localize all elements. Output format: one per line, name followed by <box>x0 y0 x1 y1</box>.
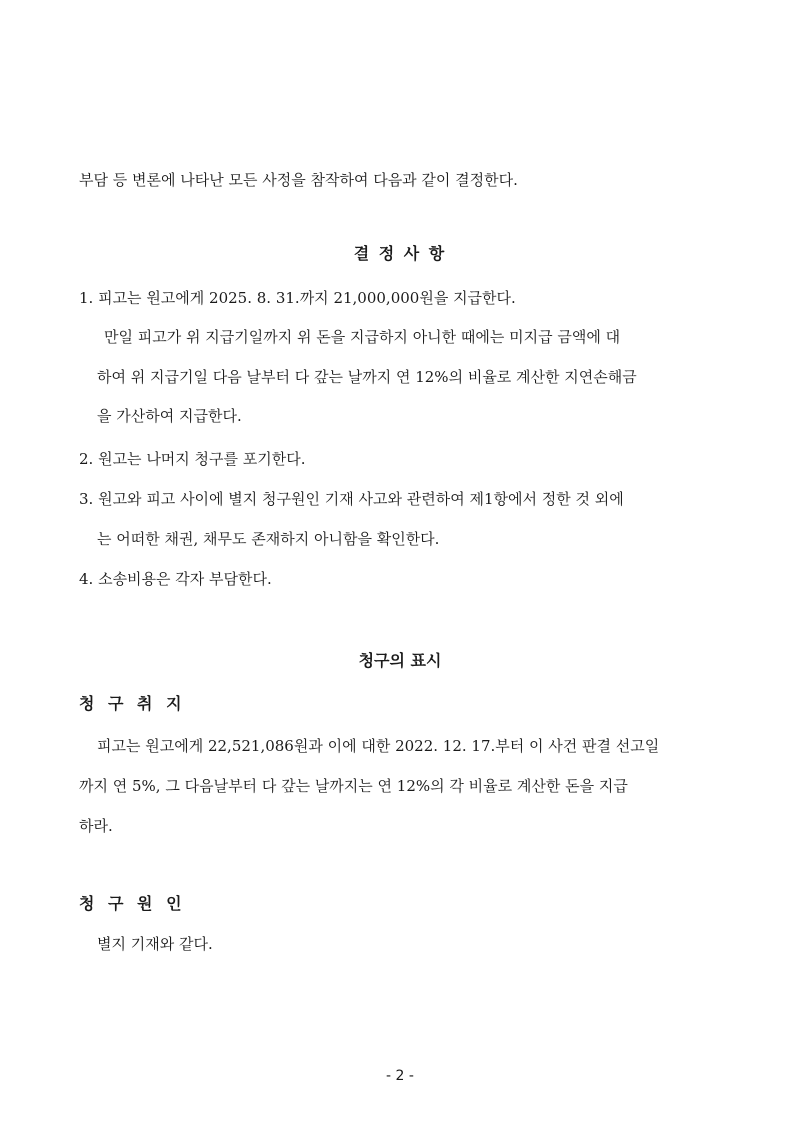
page-number: - 2 - <box>386 1068 414 1084</box>
claim-purpose-heading: 청 구 취 지 <box>79 694 186 713</box>
decision-item-3: 3. 원고와 피고 사이에 별지 청구원인 기재 사고와 관련하여 제1항에서 정한 것 외에 <box>79 490 624 508</box>
claim-purpose-line-2: 까지 연 5%, 그 다음날부터 다 갚는 날까지는 연 12%의 각 비율로 계산한 돈을 지급 <box>79 777 628 795</box>
intro-text: 부담 등 변론에 나타난 모든 사정을 참작하여 다음과 같이 결정한다. <box>79 171 518 189</box>
decision-item-1-continuation-1: 만일 피고가 위 지급기일까지 위 돈을 지급하지 아니한 때에는 미지급 금액에 대 <box>104 328 621 346</box>
decision-item-3-continuation: 는 어떠한 채권, 채무도 존재하지 아니함을 확인한다. <box>97 530 440 548</box>
claim-purpose-line-3: 하라. <box>79 817 113 835</box>
decision-item-2: 2. 원고는 나머지 청구를 포기한다. <box>79 450 306 468</box>
claim-cause-text: 별지 기재와 같다. <box>97 935 213 953</box>
decision-title: 결 정 사 항 <box>353 244 447 263</box>
claim-title: 청구의 표시 <box>358 651 442 670</box>
claim-purpose-line-1: 피고는 원고에게 22,521,086원과 이에 대한 2022. 12. 17.부터 이 사건 판결 선고일 <box>97 737 660 755</box>
decision-item-1: 1. 피고는 원고에게 2025. 8. 31.까지 21,000,000원을 지급한다. <box>79 289 516 307</box>
decision-item-4: 4. 소송비용은 각자 부담한다. <box>79 570 272 588</box>
claim-cause-heading: 청 구 원 인 <box>79 894 186 913</box>
decision-item-1-continuation-2: 하여 위 지급기일 다음 날부터 다 갚는 날까지 연 12%의 비율로 계산한 지연손해금 <box>97 368 637 386</box>
decision-item-1-continuation-3: 을 가산하여 지급한다. <box>97 407 242 425</box>
